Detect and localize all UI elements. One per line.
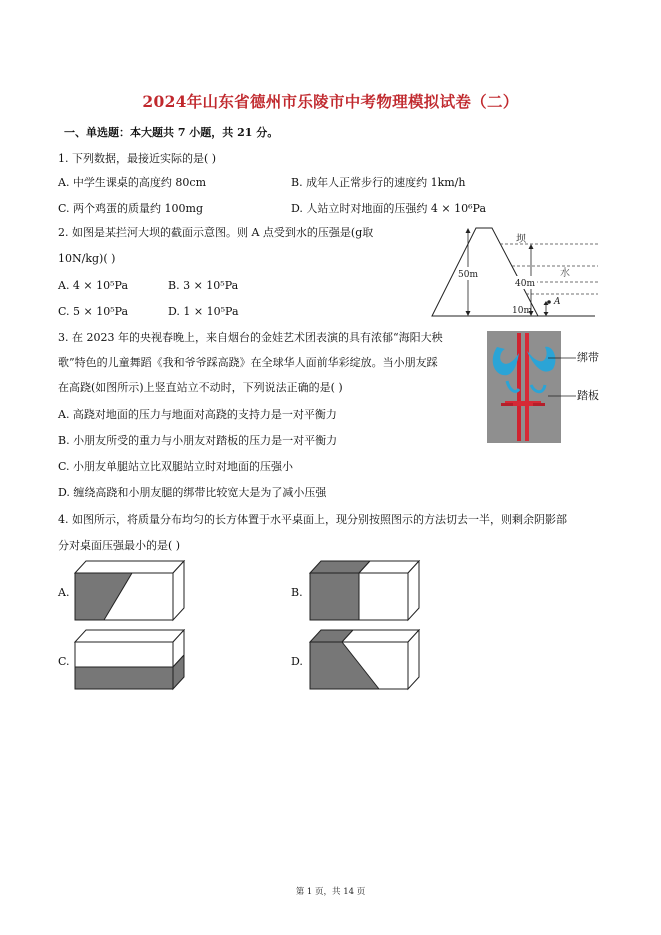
photo-leader-lines [548, 350, 578, 400]
point-a-label: A [554, 297, 561, 307]
dam-diagram [430, 224, 602, 320]
q1-option-b: B. 成年人正常步行的速度约 1km/h [291, 176, 466, 189]
q2-option-d: D. 1 × 10⁵Pa [168, 305, 239, 318]
q3-option-b: B. 小朋友所受的重力与小朋友对踏板的压力是一对平衡力 [58, 434, 338, 447]
point-a-marker [547, 300, 551, 304]
pedal-label: 踏板 [577, 389, 599, 402]
q4-label-b: B. [291, 586, 303, 599]
q2-option-b: B. 3 × 10⁵Pa [168, 279, 239, 292]
q3-option-a: A. 高跷对地面的压力与地面对高跷的支持力是一对平衡力 [58, 408, 337, 421]
strap-label: 绑带 [577, 351, 599, 364]
page-title: 2024年山东省德州市乐陵市中考物理模拟试卷（二） [142, 92, 519, 111]
q3-stem-line2: 歌”特色的儿童舞蹈《我和爷爷踩高跷》在全球华人面前华彩绽放。当小朋友踩 [58, 356, 438, 369]
q2-option-c: C. 5 × 10⁵Pa [58, 305, 129, 318]
q3-stem-line1: 3. 在 2023 年的央视春晚上，来自烟台的金娃艺术团表演的具有浓郁“海阳大秧 [58, 331, 443, 344]
q3-stem-line3: 在高跷(如图所示)上竖直站立不动时，下列说法正确的是( ) [58, 381, 343, 394]
q4-figure-b [309, 560, 421, 622]
q4-stem-line1: 4. 如图所示，将质量分布均匀的长方体置于水平桌面上，现分别按照图示的方法切去一半，则剩余阴影部 [58, 513, 567, 526]
q2-option-a: A. 4 × 10⁵Pa [58, 279, 129, 292]
point-height-label: 10m [512, 306, 532, 316]
dam-height-label: 50m [458, 270, 478, 280]
section-heading: 一、单选题：本大题共 7 小题，共 21 分。 [64, 126, 279, 139]
page-footer: 第 1 页，共 14 页 [295, 887, 366, 897]
q4-stem-line2: 分对桌面压强最小的是( ) [58, 539, 181, 552]
q1-option-a: A. 中学生课桌的高度约 80cm [58, 176, 207, 189]
dam-label: 坝 [516, 234, 526, 245]
q4-figure-a [74, 560, 186, 622]
water-label: 水 [560, 268, 570, 279]
q4-figure-c [74, 629, 186, 691]
q2-stem-line1: 2. 如图是某拦河大坝的截面示意图。则 A 点受到水的压强是(g取 [58, 226, 374, 239]
q3-option-c: C. 小朋友单腿站立比双腿站立时对地面的压强小 [58, 460, 294, 473]
q1-option-c: C. 两个鸡蛋的质量约 100mg [58, 202, 203, 215]
q1-option-d: D. 人站立时对地面的压强约 4 × 10⁶Pa [291, 202, 486, 215]
q1-stem: 1. 下列数据，最接近实际的是( ) [58, 152, 217, 165]
q4-figure-d [309, 629, 421, 691]
q2-stem-line2: 10N/kg)( ) [58, 252, 116, 265]
q4-label-a: A. [58, 586, 70, 599]
q4-label-c: C. [58, 655, 70, 668]
water-depth-label: 40m [515, 279, 535, 289]
q3-option-d: D. 缠绕高跷和小朋友腿的绑带比较宽大是为了减小压强 [58, 486, 327, 499]
q4-label-d: D. [291, 655, 303, 668]
